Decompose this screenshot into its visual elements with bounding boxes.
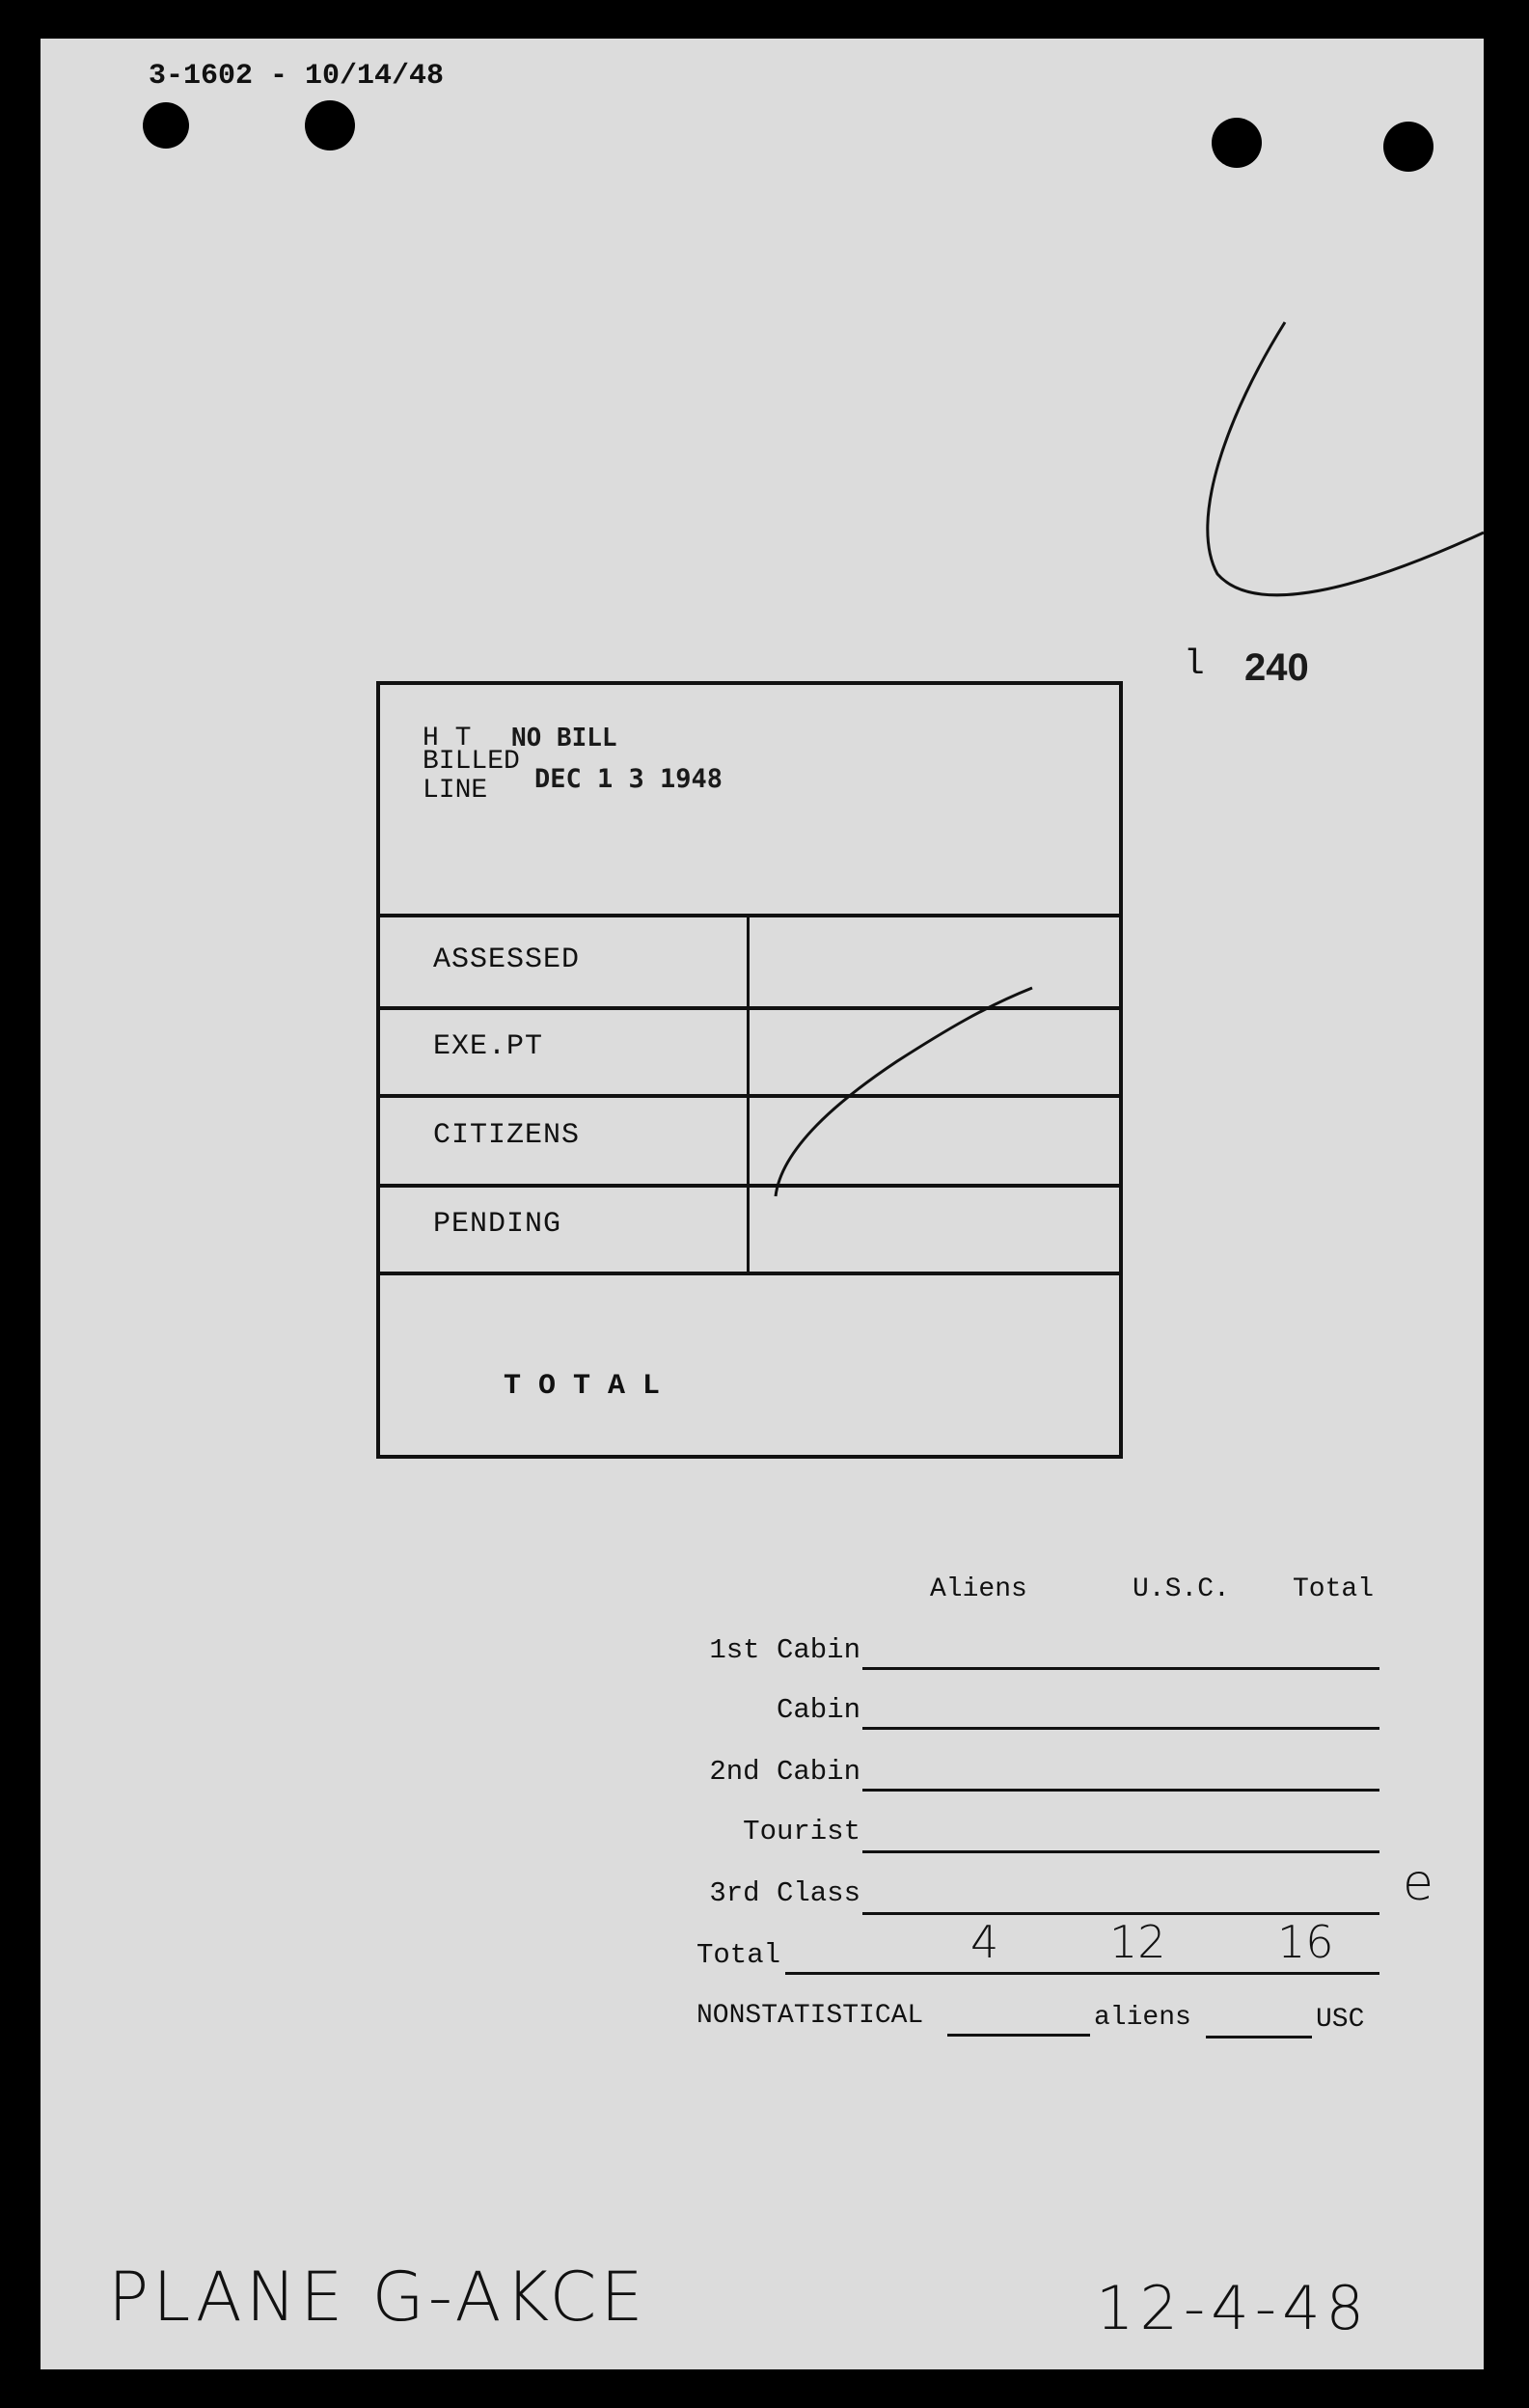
row-assessed: ASSESSED [433, 944, 581, 976]
page-number: 240 [1244, 646, 1309, 689]
total-aliens-value: 4 [970, 1916, 999, 1968]
billing-summary-box [376, 681, 1123, 1459]
row-total: Total [696, 1939, 781, 1971]
punch-hole [1383, 122, 1433, 172]
tick-mark: l [1184, 644, 1205, 684]
row-1st-cabin: 1st Cabin [709, 1634, 860, 1666]
form-code: 3-1602 - 10/14/48 [149, 60, 445, 93]
handwritten-date: 12-4-48 [1096, 2273, 1370, 2343]
stamp-status: NO BILL [511, 724, 617, 752]
row-3rd-class: 3rd Class [709, 1877, 860, 1909]
punch-hole [1212, 118, 1262, 168]
row-pending: PENDING [433, 1208, 562, 1241]
total-total-value: 16 [1277, 1916, 1334, 1968]
stamp-line: LINE [423, 776, 488, 806]
stamp-ht: H T [423, 724, 472, 753]
row-tourist: Tourist [743, 1816, 860, 1847]
handwritten-plane-id: PLANE G-AKCE [108, 2258, 647, 2337]
col-aliens: Aliens [930, 1574, 1027, 1604]
row-cabin: Cabin [776, 1694, 860, 1726]
nonstat-usc-label: USC [1316, 2005, 1365, 2035]
punch-hole [143, 102, 189, 149]
pen-check-mark [1169, 280, 1488, 627]
row-exempt: EXE.PT [433, 1030, 544, 1063]
total-label: T O T A L [504, 1370, 661, 1403]
stamp-date: DEC 1 3 1948 [534, 764, 724, 794]
row-citizens: CITIZENS [433, 1119, 581, 1152]
nonstat-aliens-label: aliens [1094, 2003, 1191, 2033]
margin-mark: e [1403, 1854, 1433, 1912]
col-usc: U.S.C. [1133, 1574, 1230, 1604]
pen-stroke [762, 984, 1051, 1206]
total-usc-value: 12 [1109, 1916, 1166, 1968]
stamp-billed: BILLED [423, 747, 520, 777]
punch-hole [305, 100, 355, 150]
row-2nd-cabin: 2nd Cabin [709, 1756, 860, 1788]
document-page [41, 39, 1484, 2369]
nonstatistical-label: NONSTATISTICAL [696, 2001, 924, 2031]
col-total: Total [1293, 1574, 1375, 1604]
